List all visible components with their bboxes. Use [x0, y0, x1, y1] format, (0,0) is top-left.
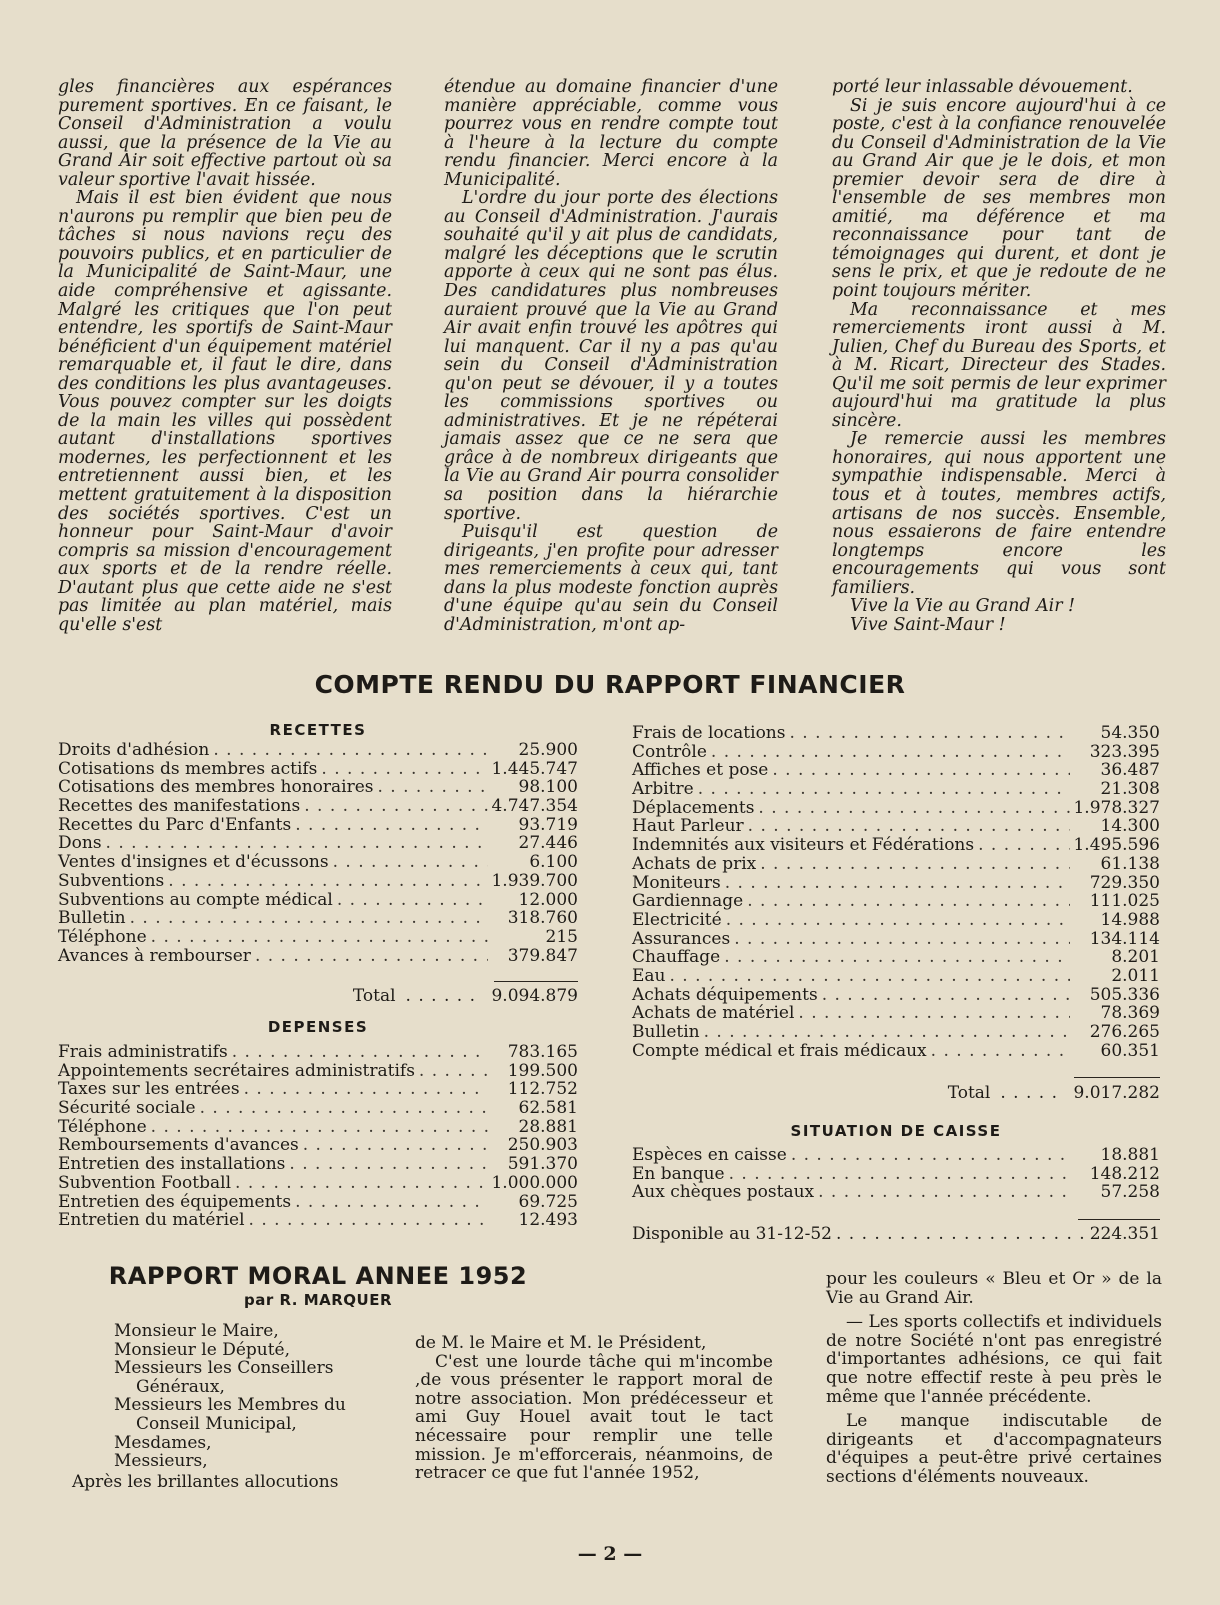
ledger-row: Entretien du matériel . . . 12.493 — [58, 1211, 578, 1230]
ledger-row: Déplacements . . . 1.978.327 — [632, 799, 1160, 818]
ledger-row: Aux chèques postaux . . . 57.258 — [632, 1183, 1160, 1202]
ledger-row: En banque . . . 148.212 — [632, 1165, 1160, 1184]
depenses-ledger-left — [58, 1043, 578, 1230]
byline: par R. MARQUER — [243, 1291, 393, 1309]
intro-column-3 — [832, 78, 1166, 634]
ledger-row: Achats de matériel . . . 78.369 — [632, 1004, 1160, 1023]
recettes-heading: RECETTES — [269, 721, 367, 739]
intro-column-2 — [444, 78, 778, 634]
ledger-row: Cotisations ds membres actifs . . . 1.445.747 — [58, 760, 578, 779]
rapport-column-2 — [415, 1334, 773, 1483]
total-rule — [1074, 1077, 1160, 1078]
ledger-row: Subventions . . . 1.939.700 — [58, 872, 578, 891]
recettes-total: Total . . . . . . 9.094.879 — [352, 986, 578, 1006]
ledger-row: Subventions au compte médical . . . 12.000 — [58, 891, 578, 910]
ledger-row: Taxes sur les entrées . . . 112.752 — [58, 1080, 578, 1099]
ledger-row: Arbitre . . . 21.308 — [632, 780, 1160, 799]
depenses-total: Total . . . . . 9.017.282 — [947, 1083, 1160, 1103]
salutation: Mesdames, — [114, 1432, 212, 1453]
ledger-row: Recettes des manifestations . . . 4.747.354 — [58, 797, 578, 816]
ledger-row: Entretien des installations . . . 591.370 — [58, 1155, 578, 1174]
ledger-row: Frais administratifs . . . 783.165 — [58, 1043, 578, 1062]
ledger-row: Recettes du Parc d'Enfants . . . 93.719 — [58, 816, 578, 835]
ledger-row: Entretien des équipements . . . 69.725 — [58, 1193, 578, 1212]
ledger-row: Frais de locations . . . 54.350 — [632, 724, 1160, 743]
ledger-row: Gardiennage . . . 111.025 — [632, 892, 1160, 911]
ledger-row: Subvention Football . . . 1.000.000 — [58, 1174, 578, 1193]
ledger-row: Bulletin . . . 318.760 — [58, 909, 578, 928]
ledger-row: Téléphone . . . 215 — [58, 928, 578, 947]
salutation: Messieurs, — [114, 1451, 208, 1472]
intro-paragraph: Mais il est bien évident que nous n'aurons pu remplir que bien peu de tâches si nous navions reçu des pouvoirs publics, et en particulier de la Municipalité de Saint-Maur, une aide compréhensive et agissante. Malgré les critiques que l'on peut entendre, les sportifs de Saint-Maur bénéficient d'un équipement matériel remarquable et, il faut le dire, dans des conditions les plus avantageuses. Vous pouvez compter sur les doigts de la main les villes qui possèdent autant d'installations sportives modernes, les perfectionnent et les entretiennent aussi bien, et les mettent gratuitement à la disposition des sociétés sportives. C'est un honneur pour Saint-Maur d'avoir compris sa mission d'encouragement aux sports et de la rendre réelle. D'autant plus que cette aide ne s'est pas limitée au plan matériel, mais qu'elle s'est — [58, 188, 392, 635]
ledger-row: Sécurité sociale . . . 62.581 — [58, 1099, 578, 1118]
ledger-row: Haut Parleur . . . 14.300 — [632, 817, 1160, 836]
rapport-paragraph: de M. le Maire et M. le Président, — [415, 1333, 707, 1353]
closing-cheer: Vive la Vie au Grand Air ! — [850, 596, 1076, 617]
rapport-paragraph: Le manque indiscutable de dirigeants et d'accompagnateurs d'équipes a peut-être privé certaines sections d'éléments nouveaux. — [826, 1411, 1162, 1487]
ledger-row: Compte médical et frais médicaux . . . 60.351 — [632, 1042, 1160, 1061]
rapport-paragraph: Après les brillantes allocutions — [72, 1471, 339, 1492]
ledger-row: Avances à rembourser . . . 379.847 — [58, 947, 578, 966]
situation-heading: SITUATION DE CAISSE — [790, 1122, 1002, 1140]
total-rule — [494, 981, 578, 982]
salutation: Messieurs les Membres du Conseil Municipal, — [114, 1395, 346, 1434]
ledger-row: Assurances . . . 134.114 — [632, 930, 1160, 949]
ledger-row: Ventes d'insignes et d'écussons . . . 6.100 — [58, 853, 578, 872]
ledger-row: Téléphone . . . 28.881 — [58, 1118, 578, 1137]
ledger-row: Appointements secrétaires administratifs . . . 199.500 — [58, 1062, 578, 1081]
ledger-row: Droits d'adhésion . . . 25.900 — [58, 741, 578, 760]
intro-paragraph: Ma reconnaissance et mes remerciements iront aussi à M. Julien, Chef du Bureau des Sports, et à M. Ricart, Directeur des Stades. Qu'il me soit permis de leur exprimer aujourd'hui ma gratitude la plus sincère. — [832, 299, 1166, 431]
intro-paragraph: Puisqu'il est question de dirigeants, j'en profite pour adresser mes remerciements à ceux qui, tant dans la plus modeste fonction auprès d'une équipe qu'au sein du Conseil d'Administration, m'ont ap- — [444, 522, 778, 635]
ledger-row: Bulletin . . . 276.265 — [632, 1023, 1160, 1042]
ledger-row: Moniteurs . . . 729.350 — [632, 874, 1160, 893]
intro-paragraph: étendue au domaine financier d'une manière appréciable, comme vous pourrez vous en rendre compte tout à l'heure à la lecture du compte rendu financier. Merci encore à la Municipalité. — [444, 77, 778, 190]
total-rule — [1078, 1219, 1160, 1220]
rapport-column-3 — [826, 1270, 1162, 1487]
rapport-paragraph: — Les sports collectifs et individuels de notre Société n'ont pas enregistré d'importantes adhésions, ce qui fait que notre effectif reste à peu près le même que l'année précédente. — [826, 1312, 1162, 1407]
ledger-row: Contrôle . . . 323.395 — [632, 743, 1160, 762]
depenses-heading: DEPENSES — [267, 1018, 369, 1036]
intro-paragraph: gles financières aux espérances purement sportives. En ce faisant, le Conseil d'Administration a voulu aussi, que la présence de la Vie au Grand Air soit effective partout où sa valeur sportive l'avait hissée. — [58, 77, 392, 190]
situation-ledger — [632, 1146, 1160, 1202]
rapport-moral-title: RAPPORT MORAL ANNEE 1952 — [108, 1262, 528, 1290]
closing-cheer: Vive Saint-Maur ! — [850, 614, 1006, 635]
ledger-row: Indemnités aux visiteurs et Fédérations . . . 1.495.596 — [632, 836, 1160, 855]
rapport-paragraph: C'est une lourde tâche qui m'incombe ,de vous présenter le rapport moral de notre association. Mon prédécesseur et ami Guy Houel avait tout le tact nécessaire pour remplir une telle mission. Je m'efforcerais, néanmoins, de retracer ce que fut l'année 1952, — [415, 1351, 773, 1484]
rapport-paragraph: pour les couleurs « Bleu et Or » de la Vie au Grand Air. — [826, 1269, 1162, 1308]
ledger-row: Achats déquipements . . . 505.336 — [632, 986, 1160, 1005]
recettes-ledger — [58, 741, 578, 965]
ledger-row: Espèces en caisse . . . 18.881 — [632, 1146, 1160, 1165]
disponible-total: Disponible au 31-12-52 . . . 224.351 — [632, 1224, 1160, 1244]
intro-paragraph: Je remercie aussi les membres honoraires, qui nous apportent une sympathie indispensable. Merci à tous et à toutes, membres actifs, artisans de nos succès. Ensemble, nous essaierons de faire entendre longtemps encore les encouragements qui vous sont familiers. — [832, 429, 1166, 598]
financial-report-title: COMPTE RENDU DU RAPPORT FINANCIER — [314, 670, 906, 699]
page-number: — 2 — — [577, 1543, 643, 1565]
ledger-row: Dons . . . 27.446 — [58, 834, 578, 853]
intro-column-1 — [58, 78, 392, 634]
salutation: Monsieur le Député, — [114, 1339, 291, 1360]
ledger-row: Electricité . . . 14.988 — [632, 911, 1160, 930]
salutation: Messieurs les Conseillers Généraux, — [114, 1358, 334, 1397]
ledger-row: Cotisations des membres honoraires . . . 98.100 — [58, 778, 578, 797]
ledger-row: Chauffage . . . 8.201 — [632, 948, 1160, 967]
ledger-row: Remboursements d'avances . . . 250.903 — [58, 1136, 578, 1155]
ledger-row: Affiches et pose . . . 36.487 — [632, 761, 1160, 780]
depenses-ledger-right — [632, 724, 1160, 1060]
intro-paragraph: Si je suis encore aujourd'hui à ce poste, c'est à la confiance renouvelée du Conseil d'Administration de la Vie au Grand Air que je le dois, et mon premier devoir sera de dire à l'ensemble de ses membres mon amitié, ma déférence et ma reconnaissance pour tant de témoignages qui durent, et dont je sens le prix, et que je redoute de ne point toujours mériter. — [832, 95, 1166, 302]
ledger-row: Eau . . . 2.011 — [632, 967, 1160, 986]
intro-paragraph: L'ordre du jour porte des élections au Conseil d'Administration. J'aurais souhaité qu'il y ait plus de candidats, malgré les déceptions que le scrutin apporte à ceux qui ne sont pas élus. Des candidatures plus nombreuses auraient prouvé que la Vie au Grand Air avait enfin trouvé les apôtres qui lui manquent. Car il ny a pas qu'au sein du Conseil d'Administration qu'on peut se dévouer, il y a toutes les commissions sportives ou administratives. Et je ne répéterai jamais assez que ce ne sera que grâce à de nombreux dirigeants que la Vie au Grand Air pourra consolider sa position dans la hiérarchie sportive. — [444, 188, 778, 524]
intro-paragraph: porté leur inlassable dévouement. — [832, 77, 1133, 97]
rapport-column-1 — [72, 1322, 388, 1491]
ledger-row: Achats de prix . . . 61.138 — [632, 855, 1160, 874]
salutation: Monsieur le Maire, — [114, 1321, 279, 1341]
